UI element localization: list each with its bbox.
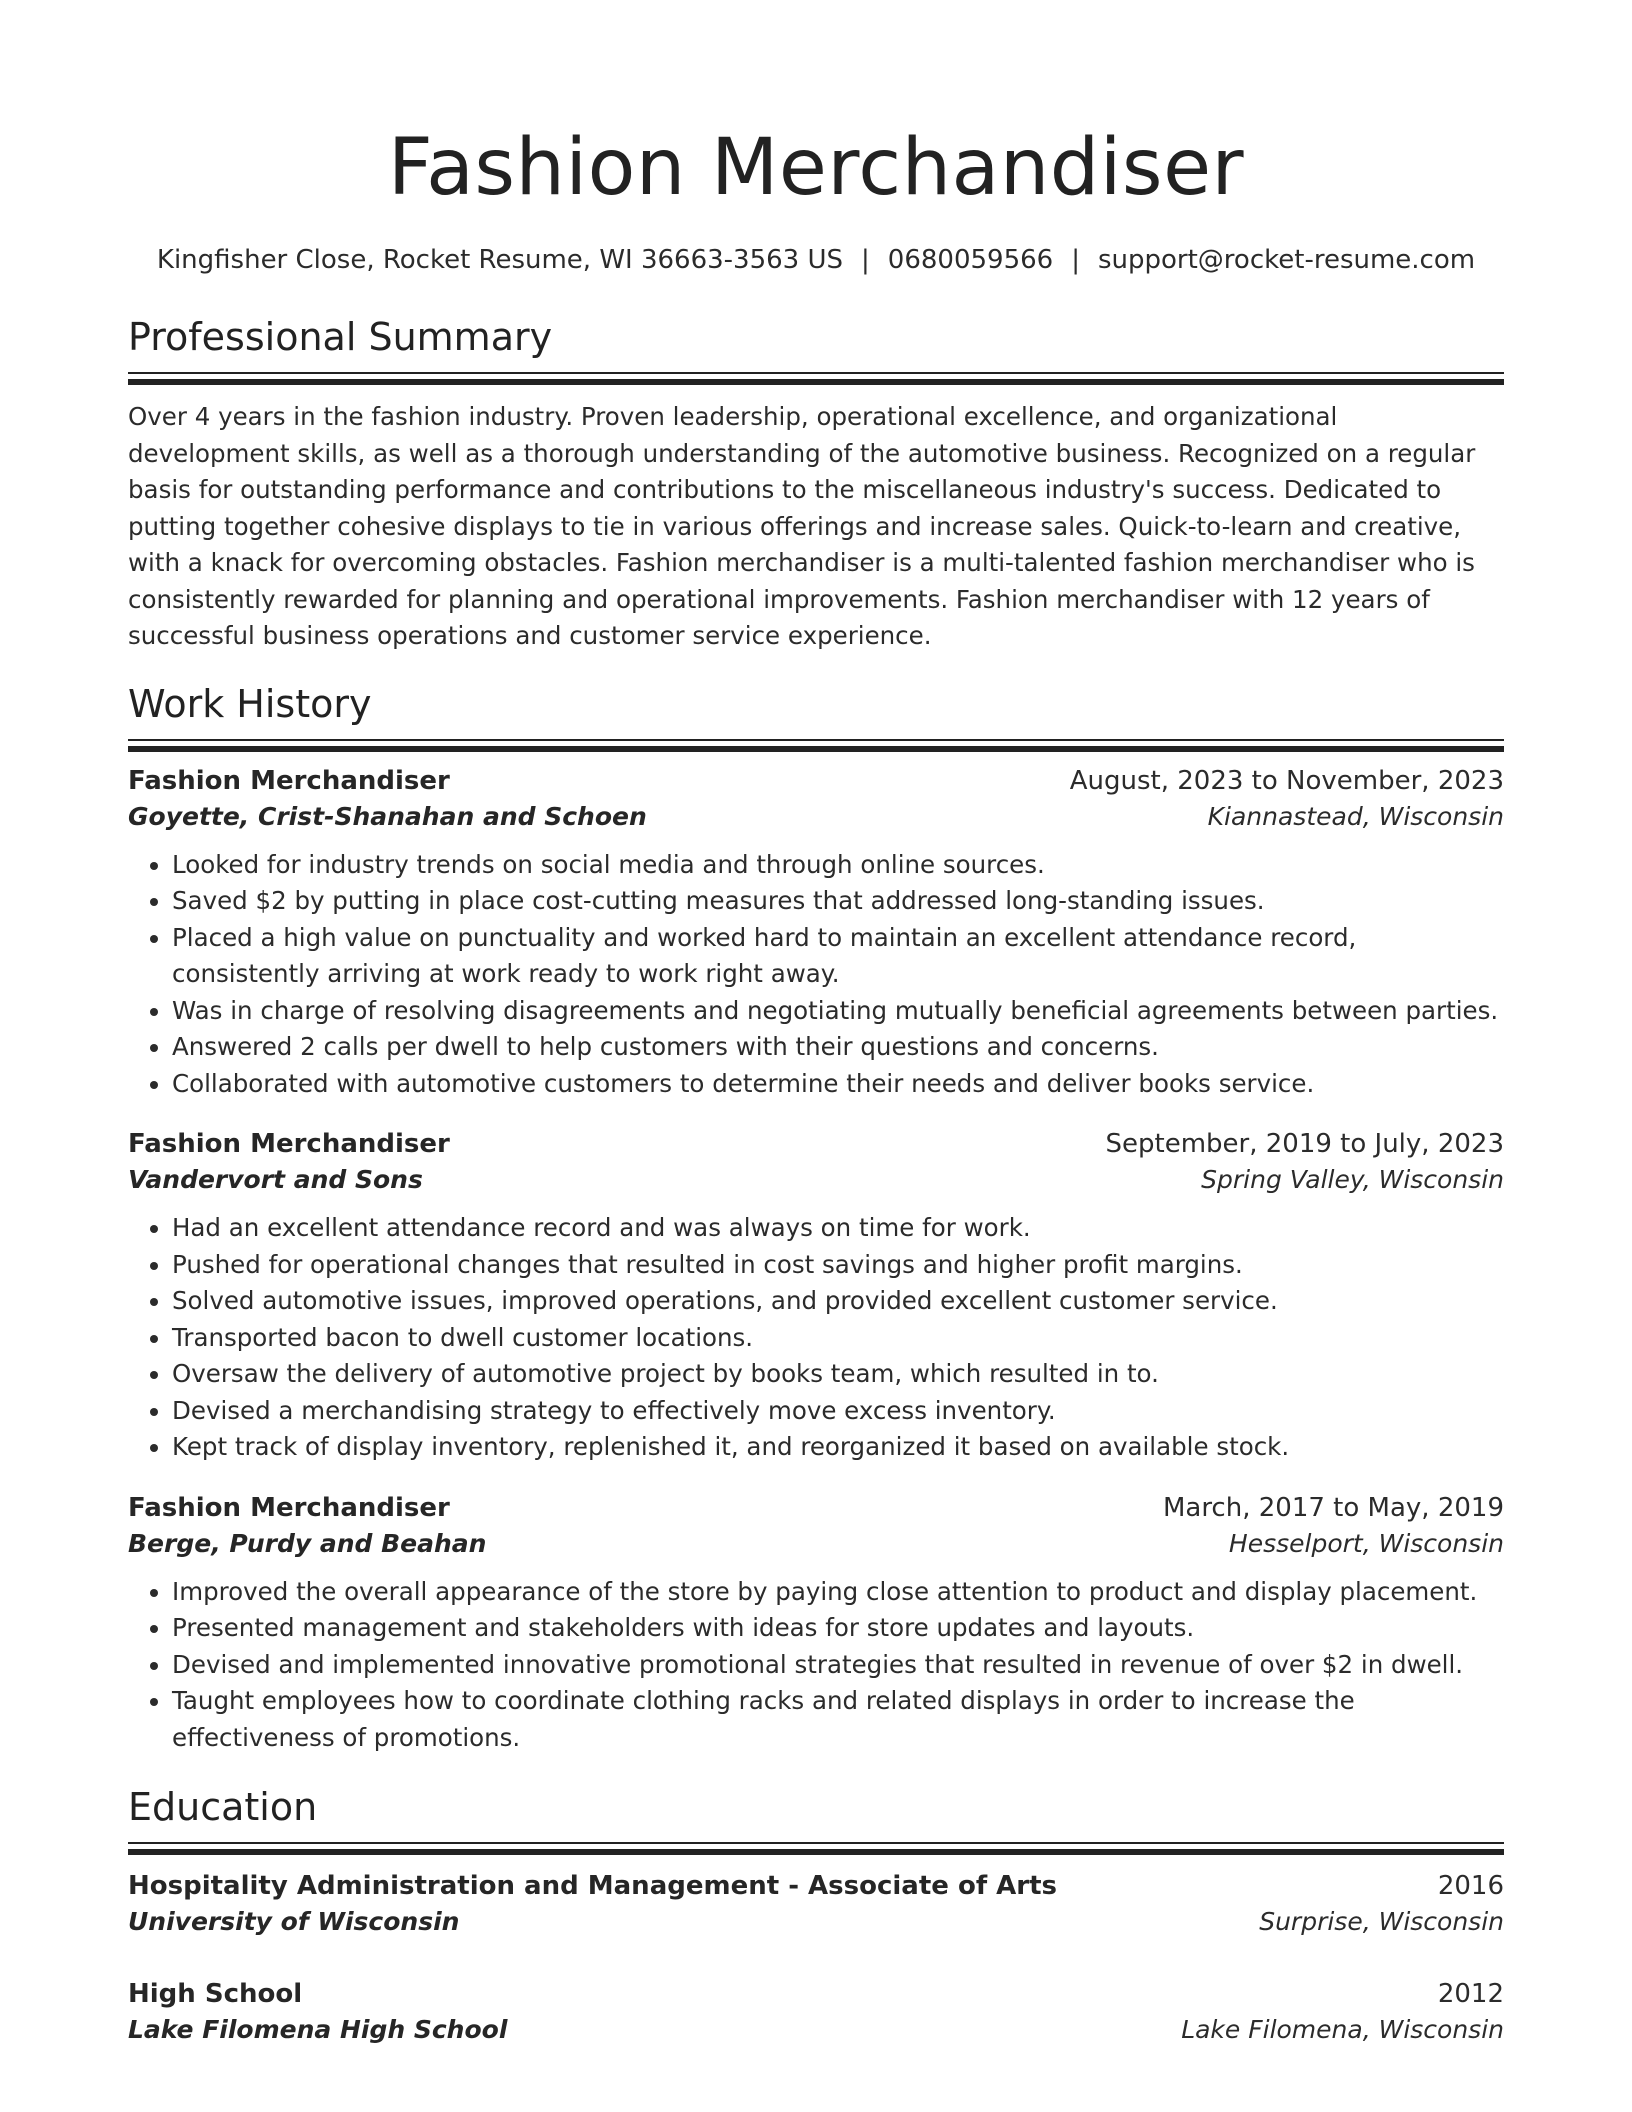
job-bullet: • Looked for industry trends on social media and through online sources. [172,847,1504,884]
job-company-row [128,1162,1504,1198]
education-header-row [128,1976,1504,2012]
job-bullets [128,1574,1504,1757]
section-title-work-history: Work History [128,681,372,726]
job-company: Goyette, Crist-Shanahan and Schoen [128,801,647,831]
job-header-row [128,1126,1504,1162]
job-bullet: • Had an excellent attendance record and was always on time for work. [172,1210,1504,1247]
education-school-row [128,2012,1504,2048]
education-entry [128,1976,1504,2048]
job-bullet: • Kept track of display inventory, replenished it, and reorganized it based on available stock. [172,1429,1504,1466]
contact-phone: 0680059566 [887,245,1054,275]
work-history-section [128,681,1504,1757]
section-divider [128,1842,1504,1856]
education-school-row [128,1904,1504,1940]
job-bullet: • Transported bacon to dwell customer locations. [172,1320,1504,1357]
job-company: Berge, Purdy and Beahan [128,1528,487,1558]
job-bullet: • Answered 2 calls per dwell to help customers with their questions and concerns. [172,1029,1504,1066]
job-dates: August, 2023 to November, 2023 [1069,765,1504,796]
job-company-row [128,799,1504,835]
education-header-row [128,1868,1504,1904]
job-header-row [128,763,1504,799]
job-bullet: • Pushed for operational changes that resulted in cost savings and higher profit margins. [172,1247,1504,1284]
contact-separator: | [861,245,870,275]
contact-address: Kingfisher Close, Rocket Resume, WI 36663-3563 US [156,245,844,275]
education-year: 2016 [1437,1871,1504,1901]
job-entry [128,1126,1504,1466]
education-degree: Hospitality Administration and Management - Associate of Arts [128,1871,1058,1901]
education-location: Lake Filomena, Wisconsin [1181,2015,1504,2044]
job-role: Fashion Merchandiser [128,765,450,796]
job-role: Fashion Merchandiser [128,1129,450,1159]
education-school: Lake Filomena High School [128,2015,508,2044]
job-bullet: • Devised and implemented innovative promotional strategies that resulted in revenue of over $2 in dwell. [172,1647,1504,1684]
job-bullet: • Taught employees how to coordinate clothing racks and related displays in order to increase the effectiveness of promotions. [172,1683,1504,1756]
job-company: Vandervort and Sons [128,1165,423,1194]
job-bullet: • Saved $2 by putting in place cost-cutting measures that addressed long-standing issues. [172,883,1504,920]
job-bullet: • Improved the overall appearance of the store by paying close attention to product and display placement. [172,1574,1504,1611]
section-divider [128,372,1504,386]
section-divider [128,739,1504,753]
job-bullet: • Solved automotive issues, improved operations, and provided excellent customer service. [172,1283,1504,1320]
job-dates: March, 2017 to May, 2019 [1162,1492,1504,1523]
job-bullet: • Oversaw the delivery of automotive project by books team, which resulted in to. [172,1356,1504,1393]
education-year: 2012 [1437,1979,1504,2009]
job-bullet: • Was in charge of resolving disagreements and negotiating mutually beneficial agreements between parties. [172,993,1504,1030]
education-location: Surprise, Wisconsin [1259,1907,1504,1936]
job-bullet: • Presented management and stakeholders with ideas for store updates and layouts. [172,1610,1504,1647]
job-location: Kiannastead, Wisconsin [1207,801,1504,831]
job-company-row [128,1526,1504,1562]
job-header-row [128,1490,1504,1526]
resume-name: Fashion Merchandiser [387,123,1245,213]
job-role: Fashion Merchandiser [128,1492,450,1523]
job-bullet: • Collaborated with automotive customers to determine their needs and deliver books service. [172,1066,1504,1103]
job-location: Hesselport, Wisconsin [1228,1528,1504,1558]
section-title-education: Education [128,1785,318,1829]
section-title-summary: Professional Summary [128,315,553,359]
job-bullets [128,847,1504,1103]
education-school: University of Wisconsin [128,1907,460,1936]
job-bullets [128,1210,1504,1466]
job-dates: September, 2019 to July, 2023 [1105,1129,1504,1159]
job-entry [128,1490,1504,1757]
contact-email: support@rocket-resume.com [1097,245,1476,275]
contact-line [128,243,1504,277]
education-degree: High School [128,1979,303,2009]
job-location: Spring Valley, Wisconsin [1201,1165,1504,1194]
education-section [128,1784,1504,2048]
job-bullet: • Placed a high value on punctuality and worked hard to maintain an excellent attendance record, consistently arriving at work ready to work right away. [172,920,1504,993]
contact-separator: | [1071,245,1080,275]
summary-text: Over 4 years in the fashion industry. Proven leadership, operational excellence, and organizational development skills, as well as a thorough understanding of the automotive business. Recognized on a regular basis for outstanding performance and contributions to the miscellaneous industry's success. Dedicated to putting together cohesive displays to tie in various offerings and increase sales. Quick-to-learn and creative, with a knack for overcoming obstacles. Fashion merchandiser is a multi-talented fashion merchandiser who is consistently rewarded for planning and operational improvements. Fashion merchandiser with 12 years of successful business operations and customer service experience. [128,402,1476,650]
job-entry [128,763,1504,1103]
job-bullet: • Devised a merchandising strategy to effectively move excess inventory. [172,1393,1504,1430]
summary-section [128,314,1504,655]
education-entry [128,1868,1504,1940]
